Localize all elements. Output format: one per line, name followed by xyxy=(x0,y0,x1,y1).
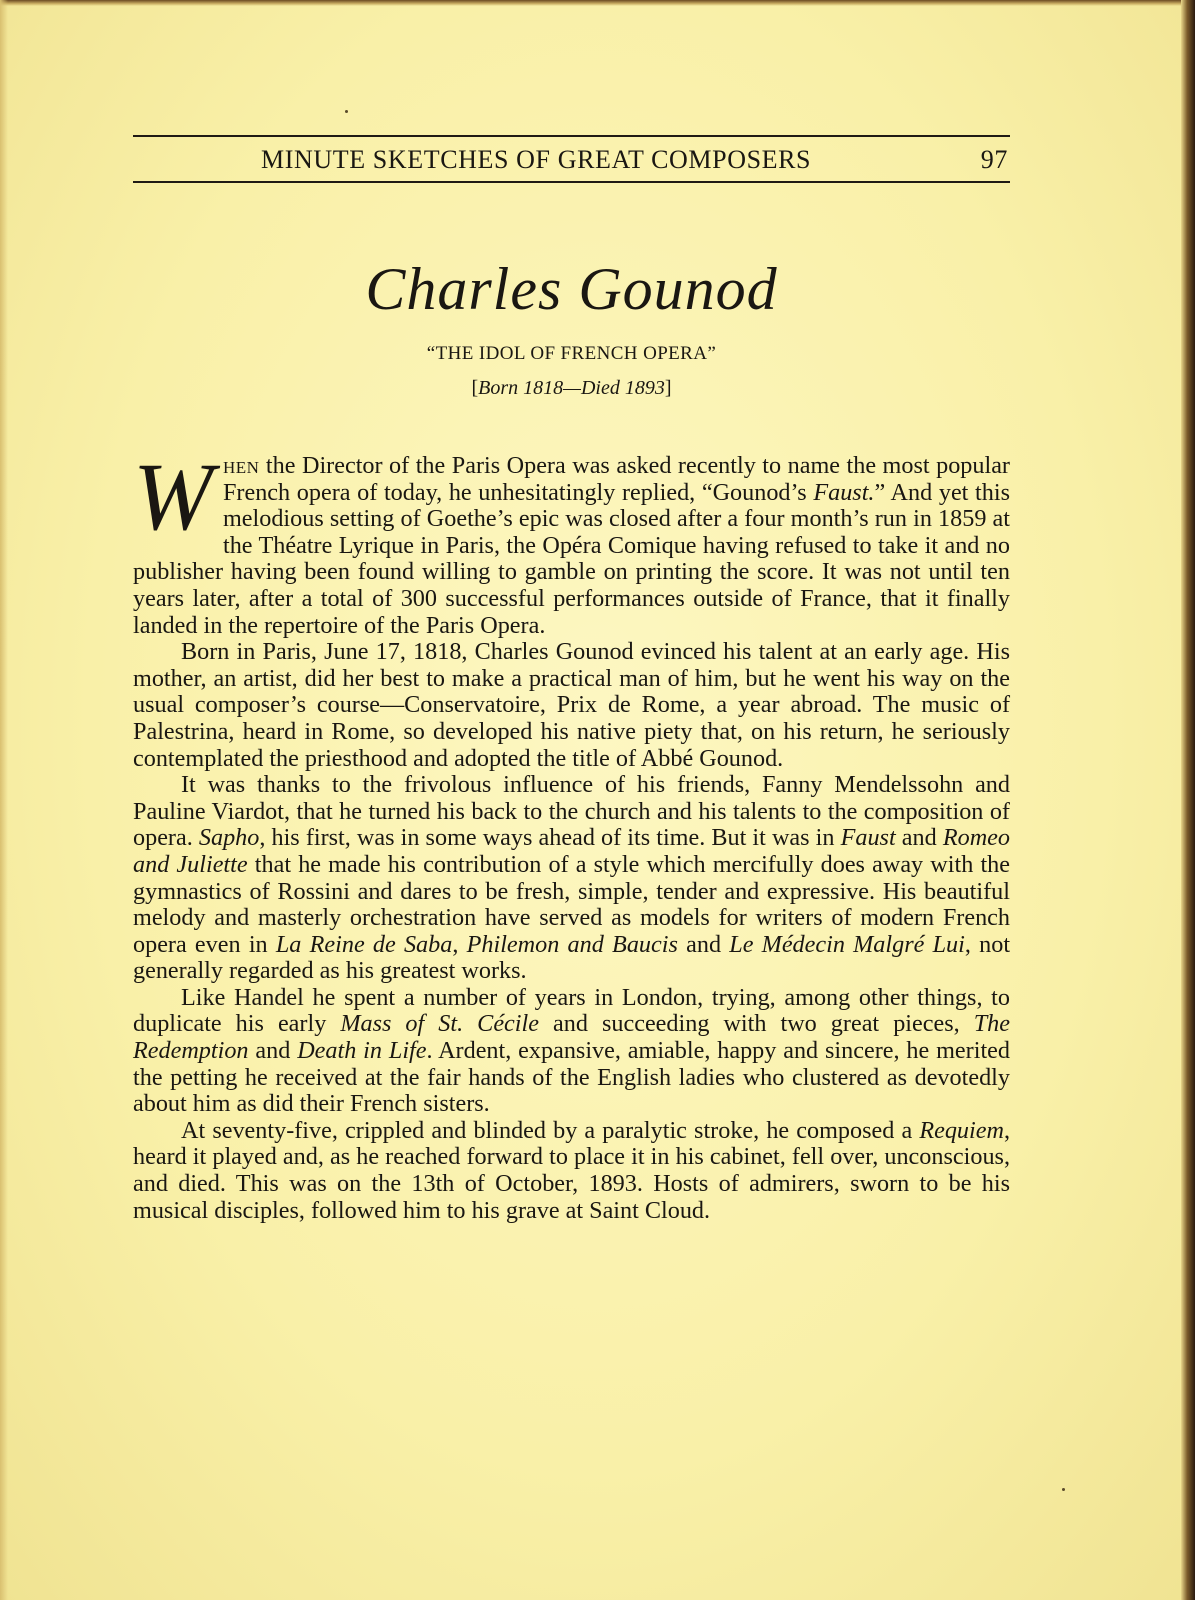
paragraph-3-text-g: , not generally regarded as his greatest works. xyxy=(133,930,1011,985)
work-title-death-in-life: Death in Life xyxy=(297,1037,427,1065)
page-top-edge xyxy=(0,0,1195,6)
paragraph-3 xyxy=(133,772,1010,985)
small-caps-lead: hen xyxy=(222,452,260,479)
paragraph-4-text-c: and xyxy=(248,1037,298,1065)
opera-title-philemon: Philemon and Baucis xyxy=(466,930,678,958)
opera-title-faust: Faust xyxy=(840,824,896,852)
opera-title-reine-de-saba: La Reine de Saba xyxy=(275,930,453,958)
paragraph-5 xyxy=(133,1118,1010,1224)
page-left-edge xyxy=(0,0,8,1600)
opera-title-faust: Faust. xyxy=(813,478,875,506)
opera-title-romeo: Romeo and Juliette xyxy=(133,824,1010,878)
dates-open-bracket: [ xyxy=(471,377,479,399)
running-title: MINUTE SKETCHES OF GREAT COMPOSERS xyxy=(261,145,812,174)
paragraph-1-text-a: the Director of the Paris Opera was asked recently to name the most popular French opera of today, he unhesitatingly replied, “Gounod’s xyxy=(222,452,1010,506)
paragraph-5-text-b: , heard it played and, as he reached forward to place it in his cabinet, fell over, unconscious, and died. This was on the 13th of October, 1893. Hosts of admirers, sworn to be his musical disciples, followed him to his grave at Saint Cloud. xyxy=(133,1116,1010,1224)
paragraph-4-text-d: . Ardent, expansive, amiable, happy and sincere, he merited the petting he received at the fair hands of the English ladies who clustered as devotedly about him as did their French sisters. xyxy=(133,1037,1010,1118)
work-title-mass: Mass of St. Cécile xyxy=(340,1010,539,1038)
drop-cap: W xyxy=(133,443,213,550)
header-bottom-rule xyxy=(133,181,1010,183)
opera-title-medecin: Le Médecin Malgré Lui xyxy=(729,930,965,958)
paragraph-3-text-e: , xyxy=(452,930,467,958)
paragraph-3-text-b: , his first, was in some ways ahead of its time. But it was in xyxy=(259,824,841,852)
page-number: 97 xyxy=(980,145,1008,174)
paragraph-4-text-b: and succeeding with two great pieces, xyxy=(538,1010,974,1038)
paper-speck xyxy=(345,110,348,113)
work-title-redemption: The Redemption xyxy=(133,1010,1010,1065)
paragraph-4 xyxy=(133,985,1010,1118)
paragraph-4-text-a: Like Handel he spent a number of years in London, trying, among other things, to duplicate his early xyxy=(133,983,1010,1038)
paragraph-3-text-d: that he made his contribution of a style which mercifully does away with the gymnastics of Rossini and dares to be fresh, simple, tender and expressive. His beautiful melody and masterly orchestration have served as models for writers of modern French opera even in xyxy=(133,850,1010,958)
article-body xyxy=(133,443,1011,1224)
paragraph-3-text-c: and xyxy=(895,824,943,852)
paragraph-1-text-b: ” And yet this melodious setting of Goethe’s epic was closed after a four month’s run in 1859 at the Théatre Lyrique in Paris, the Opéra Comique having refused to take it and no publisher having been found willing to gamble on printing the score. It was not until ten years later, after a total of 300 successful performances outside of France, that it finally landed in the repertoire of the Paris Opera. xyxy=(133,478,1010,639)
paragraph-1 xyxy=(133,443,1010,639)
paper-speck xyxy=(1062,1488,1065,1491)
article-dates xyxy=(133,377,1010,403)
running-head xyxy=(133,137,1010,181)
paragraph-3-text-f: and xyxy=(677,930,730,958)
article-subtitle: “THE IDOL OF FRENCH OPERA” xyxy=(426,343,717,364)
dates-close-bracket: ] xyxy=(664,377,672,399)
article-title: Charles Gounod xyxy=(365,256,778,322)
paragraph-2: Born in Paris, June 17, 1818, Charles Gounod evinced his talent at an early age. His mother, an artist, did her best to make a practical man of him, but he went his way on the usual composer’s course—Conservatoire, Prix de Rome, a year abroad. The music of Palestrina, heard in Rome, so developed his native piety that, on his return, he seriously contemplated the priesthood and adopted the title of Abbé Gounod. xyxy=(133,638,1010,772)
opera-title-sapho: Sapho xyxy=(198,824,260,852)
work-title-requiem: Requiem xyxy=(919,1116,1004,1144)
page-right-edge xyxy=(1181,0,1195,1600)
paragraph-5-text-a: At seventy-five, crippled and blinded by a paralytic stroke, he composed a xyxy=(181,1116,920,1144)
dates-text: Born 1818—Died 1893 xyxy=(478,377,665,399)
paragraph-3-text-a: It was thanks to the frivolous influence of his friends, Fanny Mendelssohn and Pauline Viardot, that he turned his back to the church and his talents to the composition of opera. xyxy=(133,771,1010,852)
page-content xyxy=(133,135,1010,1224)
